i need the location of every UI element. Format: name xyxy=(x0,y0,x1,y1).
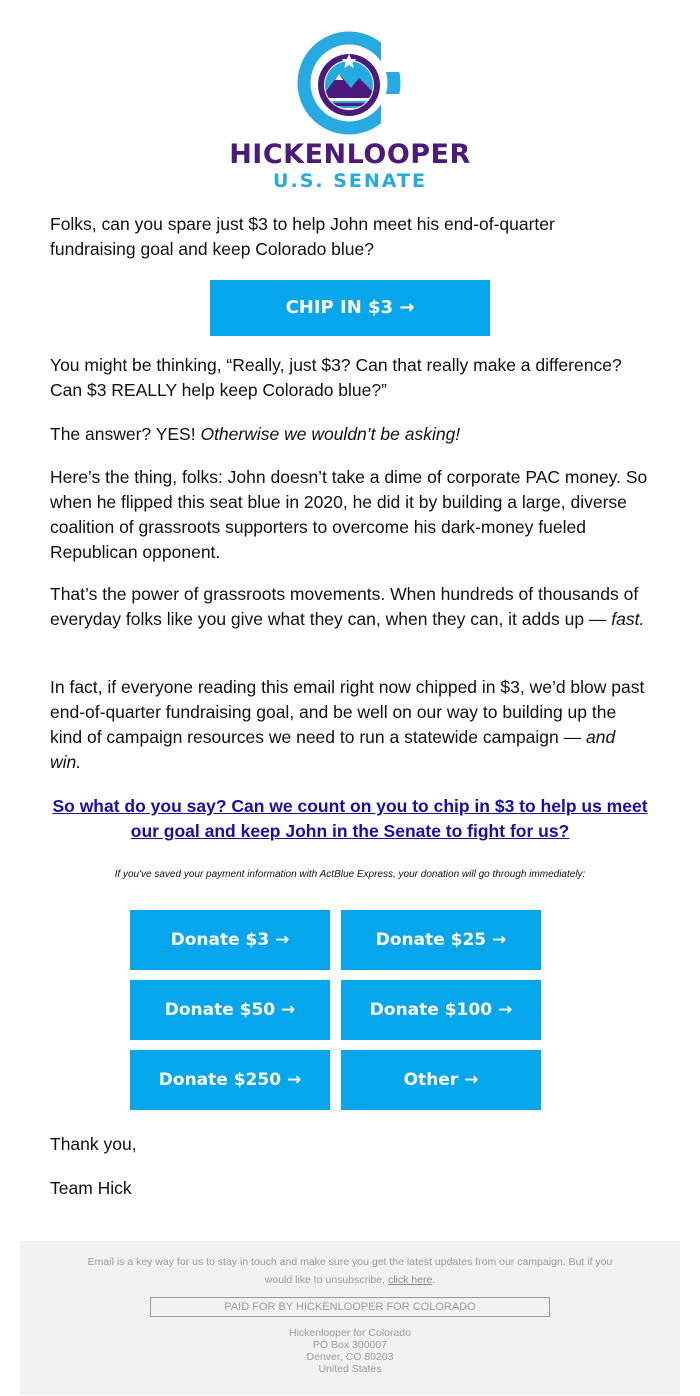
address-line: Denver, CO 80203 xyxy=(306,1351,394,1363)
email-footer xyxy=(20,1241,680,1395)
chip-in-button[interactable]: CHIP IN $3 → xyxy=(210,280,490,336)
logo-subtitle: U.S. SENATE xyxy=(273,170,427,192)
actblue-express-note: If you've saved your payment information with ActBlue Express, your donation will go through immediately: xyxy=(114,869,586,880)
answer-italic: Otherwise we wouldn’t be asking! xyxy=(200,424,461,444)
paragraph-pac-money: Here’s the thing, folks: John doesn’t take a dime of corporate PAC money. So when he flipped this seat blue in 2020, he did it by building a large, diverse coalition of grassroots supporters to overcome his dark-money fueled Republican opponent. xyxy=(50,467,648,562)
donate-250-button[interactable]: Donate $250 → xyxy=(130,1050,330,1110)
unsubscribe-period: . xyxy=(432,1274,436,1286)
unsubscribe-note xyxy=(80,1253,620,1289)
donate-3-button[interactable]: Donate $3 → xyxy=(130,910,330,970)
address-line: United States xyxy=(318,1363,382,1375)
unsubscribe-text: Email is a key way for us to stay in touch and make sure you get the latest updates from our campaign. But if you would like to unsubscribe, xyxy=(87,1256,613,1286)
grassroots-italic: fast. xyxy=(611,609,645,629)
logo-name: HICKENLOOPER xyxy=(229,139,471,170)
paragraph-difference: You might be thinking, “Really, just $3? Can that really make a difference? Can $3 REALLY help keep Colorado blue?” xyxy=(50,355,622,400)
donate-other-button[interactable]: Other → xyxy=(341,1050,541,1110)
intro-paragraph: Folks, can you spare just $3 to help John meet his end-of-quarter fundraising goal and keep Colorado blue? xyxy=(50,214,555,259)
logo-emblem-icon xyxy=(295,28,405,138)
address-line: PO Box 300007 xyxy=(312,1339,388,1351)
callout-link[interactable]: So what do you say? Can we count on you to chip in $3 to help us meet our goal and keep John in the Senate to fight for us? xyxy=(52,796,648,841)
in-fact-italic: and win. xyxy=(50,727,616,772)
paid-for-disclaimer: PAID FOR BY HICKENLOOPER FOR COLORADO xyxy=(150,1297,550,1317)
unsubscribe-link[interactable]: click here xyxy=(387,1274,433,1286)
paragraph-grassroots xyxy=(50,582,650,632)
donate-100-button[interactable]: Donate $100 → xyxy=(341,980,541,1040)
paragraph-answer xyxy=(50,422,650,447)
paragraph-in-fact xyxy=(50,675,650,775)
mailing-address xyxy=(20,1327,680,1375)
grassroots-text: That’s the power of grassroots movements. When hundreds of thousands of everyday folks like you give what they can, when they can, it adds up — xyxy=(50,584,639,629)
thank-you: Thank you, xyxy=(50,1134,137,1154)
donate-50-button[interactable]: Donate $50 → xyxy=(130,980,330,1040)
signature: Team Hick xyxy=(50,1178,132,1198)
address-line: Hickenlooper for Colorado xyxy=(289,1327,411,1339)
donate-25-button[interactable]: Donate $25 → xyxy=(341,910,541,970)
answer-text: The answer? YES! xyxy=(50,424,201,444)
in-fact-text: In fact, if everyone reading this email right now chipped in $3, we’d blow past end-of-quarter fundraising goal, and be well on our way to building up the kind of campaign resources we need to run a statewide campaign — xyxy=(50,677,645,747)
campaign-logo xyxy=(0,28,700,192)
